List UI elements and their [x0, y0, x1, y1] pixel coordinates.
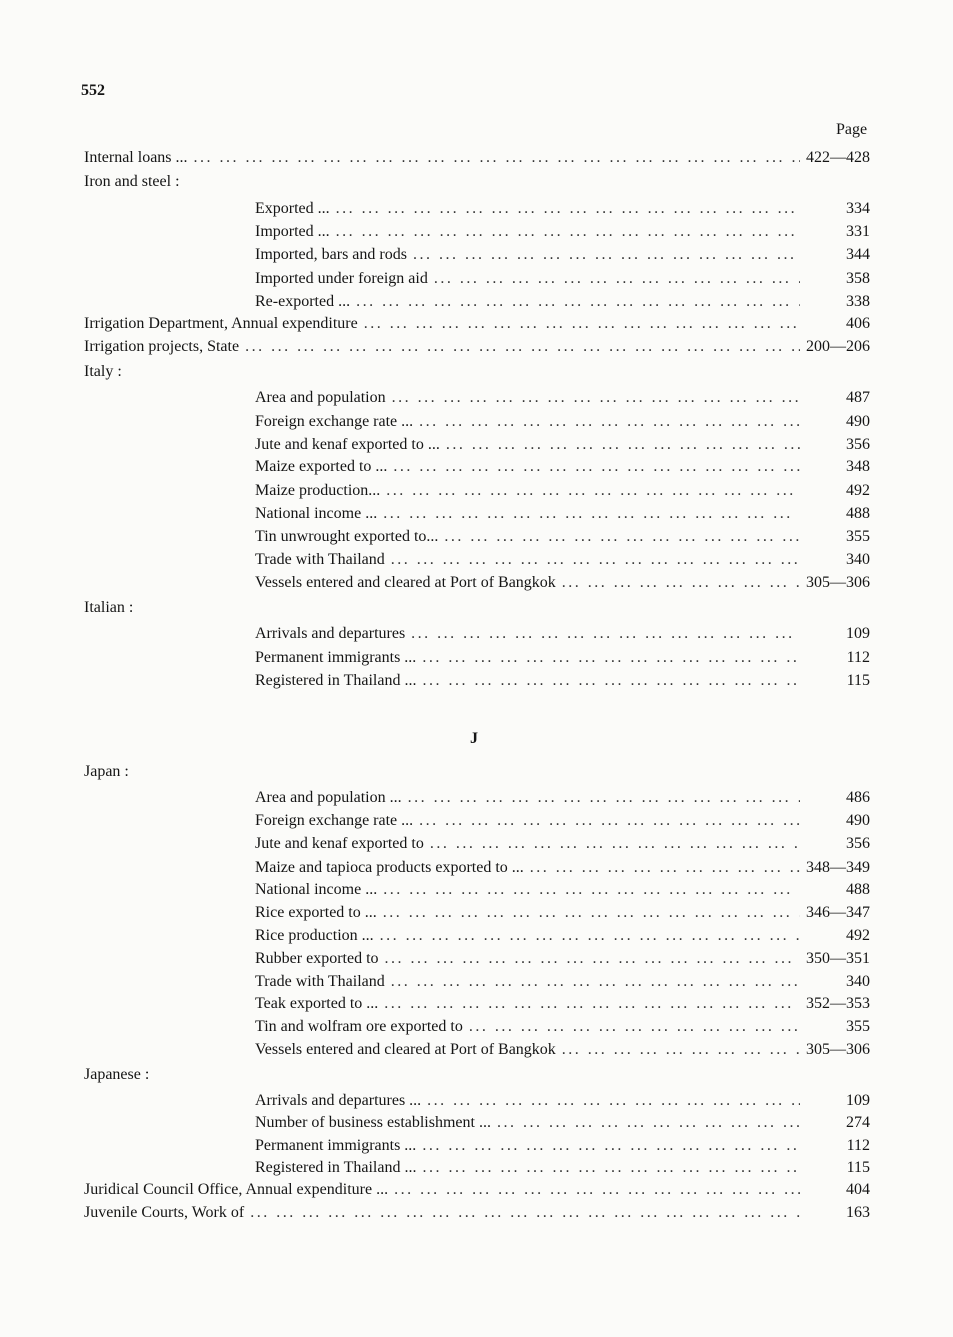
entry-label: Imported ...: [255, 223, 330, 240]
entry-page: 112: [846, 649, 870, 666]
entry-label: Arrivals and departures: [255, 625, 406, 642]
index-subentry: [255, 502, 870, 525]
entry-page: 486: [846, 789, 870, 806]
dot-leader: [411, 622, 800, 645]
entry-label: Exported ...: [255, 200, 330, 217]
entry-label: Vessels entered and cleared at Port of Bangkok: [255, 1041, 556, 1058]
entry-page: 334: [846, 200, 870, 217]
entry-label: Rice production ...: [255, 927, 374, 944]
index-heading: Japanese :: [84, 1066, 150, 1083]
entry-label: Foreign exchange rate ...: [255, 413, 414, 430]
index-subentry: [255, 924, 870, 947]
dot-leader: [391, 970, 800, 993]
index-subentry: [255, 646, 870, 669]
index-subentry: [255, 622, 870, 645]
entry-page: 331: [846, 223, 870, 240]
dot-leader: [408, 786, 800, 809]
entry-page: 348—349: [806, 859, 870, 876]
entry-label: Internal loans ...: [84, 149, 188, 166]
index-subentry: [255, 809, 870, 832]
index-subentry: [255, 669, 870, 692]
index-subentry: [255, 243, 870, 266]
entry-page: 200—206: [806, 338, 870, 355]
index-subentry: [255, 433, 870, 456]
dot-leader: [562, 1038, 800, 1061]
entry-label: Maize and tapioca products exported to ...: [255, 859, 524, 876]
dot-leader: [364, 312, 800, 335]
entry-page: 305—306: [806, 1041, 870, 1058]
entry-page: 112: [846, 1137, 870, 1154]
entry-page: 115: [846, 672, 870, 689]
index-entry: [84, 146, 870, 169]
index-entry: [84, 312, 870, 335]
dot-leader: [469, 1015, 800, 1038]
index-subentry: [255, 786, 870, 809]
index-subentry: [255, 197, 870, 220]
entry-label: Maize production...: [255, 482, 381, 499]
entry-page: 422—428: [806, 149, 870, 166]
entry-page: 406: [846, 315, 870, 332]
entry-page: 115: [846, 1159, 870, 1176]
dot-leader: [386, 479, 800, 502]
index-entry: [84, 335, 870, 358]
dot-leader: [391, 548, 800, 571]
index-subentry: [255, 901, 870, 924]
page-number: 552: [81, 82, 105, 99]
entry-label: Imported under foreign aid: [255, 270, 428, 287]
entry-label: Maize exported to ...: [255, 458, 388, 475]
entry-page: 109: [846, 1092, 870, 1109]
entry-label: Juvenile Courts, Work of: [84, 1204, 245, 1221]
dot-leader: [245, 335, 800, 358]
dot-leader: [422, 1134, 800, 1157]
dot-leader: [384, 992, 800, 1015]
dot-leader: [250, 1201, 800, 1224]
index-subentry: [255, 386, 870, 409]
entry-page: 163: [846, 1204, 870, 1221]
entry-label: Trade with Thailand: [255, 973, 385, 990]
entry-label: Area and population: [255, 389, 386, 406]
index-heading: Italy :: [84, 363, 122, 380]
dot-leader: [393, 455, 800, 478]
dot-leader: [419, 809, 800, 832]
entry-label: Imported, bars and rods: [255, 246, 407, 263]
entry-page: 305—306: [806, 574, 870, 591]
dot-leader: [383, 878, 800, 901]
entry-page: 356: [846, 835, 870, 852]
entry-page: 340: [846, 551, 870, 568]
entry-label: Rubber exported to: [255, 950, 379, 967]
entry-label: Rice exported to ...: [255, 904, 377, 921]
entry-label: Tin and wolfram ore exported to: [255, 1018, 463, 1035]
index-subentry: [255, 548, 870, 571]
entry-page: 404: [846, 1181, 870, 1198]
entry-label: Arrivals and departures ...: [255, 1092, 422, 1109]
dot-leader: [336, 220, 800, 243]
entry-label: Foreign exchange rate ...: [255, 812, 414, 829]
index-subentry: [255, 525, 870, 548]
index-subentry: [255, 479, 870, 502]
entry-page: 348: [846, 458, 870, 475]
entry-page: 340: [846, 973, 870, 990]
entry-page: 488: [846, 505, 870, 522]
entry-label: Juridical Council Office, Annual expenditure ...: [84, 1181, 389, 1198]
index-entry: [84, 1201, 870, 1224]
entry-label: Irrigation projects, State: [84, 338, 240, 355]
entry-page: 492: [846, 482, 870, 499]
dot-leader: [422, 646, 800, 669]
dot-leader: [392, 386, 800, 409]
section-letter: J: [470, 730, 478, 747]
entry-label: Permanent immigrants ...: [255, 649, 417, 666]
index-subentry: [255, 856, 870, 879]
entry-page: 274: [846, 1114, 870, 1131]
index-subentry: [255, 878, 870, 901]
entry-label: Re-exported ...: [255, 293, 351, 310]
entry-page: 490: [846, 413, 870, 430]
page-column-header: Page: [836, 121, 868, 138]
entry-page: 352—353: [806, 995, 870, 1012]
entry-label: Irrigation Department, Annual expenditure: [84, 315, 358, 332]
dot-leader: [336, 197, 800, 220]
dot-leader: [419, 410, 800, 433]
dot-leader: [497, 1111, 800, 1134]
entry-page: 350—351: [806, 950, 870, 967]
dot-leader: [562, 571, 800, 594]
entry-page: 355: [846, 1018, 870, 1035]
index-subentry: [255, 571, 870, 594]
dot-leader: [427, 1089, 800, 1112]
dot-leader: [394, 1178, 800, 1201]
entry-label: Vessels entered and cleared at Port of Bangkok: [255, 574, 556, 591]
index-subentry: [255, 455, 870, 478]
entry-page: 355: [846, 528, 870, 545]
index-subentry: [255, 1111, 870, 1134]
dot-leader: [356, 290, 800, 313]
dot-leader: [194, 146, 800, 169]
entry-label: Number of business establishment ...: [255, 1114, 491, 1131]
index-subentry: [255, 410, 870, 433]
index-subentry: [255, 220, 870, 243]
entry-label: Registered in Thailand ...: [255, 1159, 417, 1176]
entry-label: Area and population ...: [255, 789, 402, 806]
dot-leader: [383, 901, 800, 924]
entry-page: 338: [846, 293, 870, 310]
entry-page: 109: [846, 625, 870, 642]
entry-page: 492: [846, 927, 870, 944]
entry-page: 356: [846, 436, 870, 453]
entry-label: Permanent immigrants ...: [255, 1137, 417, 1154]
index-entry: [84, 1178, 870, 1201]
index-subentry: [255, 947, 870, 970]
entry-label: Jute and kenaf exported to ...: [255, 436, 440, 453]
index-heading: Italian :: [84, 599, 134, 616]
index-subentry: [255, 1134, 870, 1157]
entry-label: Teak exported to ...: [255, 995, 379, 1012]
dot-leader: [413, 243, 800, 266]
index-subentry: [255, 267, 870, 290]
dot-leader: [383, 502, 800, 525]
entry-label: National income ...: [255, 881, 378, 898]
index-subentry: [255, 970, 870, 993]
entry-label: Jute and kenaf exported to: [255, 835, 424, 852]
index-subentry: [255, 1038, 870, 1061]
dot-leader: [385, 947, 800, 970]
entry-page: 488: [846, 881, 870, 898]
entry-page: 344: [846, 246, 870, 263]
dot-leader: [422, 669, 800, 692]
entry-label: National income ...: [255, 505, 378, 522]
index-subentry: [255, 1089, 870, 1112]
dot-leader: [380, 924, 800, 947]
index-heading: Japan :: [84, 763, 129, 780]
index-subentry: [255, 290, 870, 313]
entry-label: Tin unwrought exported to...: [255, 528, 439, 545]
index-subentry: [255, 992, 870, 1015]
dot-leader: [430, 832, 800, 855]
index-subentry: [255, 832, 870, 855]
index-heading: Iron and steel :: [84, 173, 180, 190]
dot-leader: [530, 856, 800, 879]
index-subentry: [255, 1015, 870, 1038]
dot-leader: [444, 525, 800, 548]
entry-page: 358: [846, 270, 870, 287]
dot-leader: [434, 267, 800, 290]
entry-label: Registered in Thailand ...: [255, 672, 417, 689]
index-subentry: [255, 1156, 870, 1179]
dot-leader: [446, 433, 800, 456]
entry-label: Trade with Thailand: [255, 551, 385, 568]
entry-page: 487: [846, 389, 870, 406]
entry-page: 346—347: [806, 904, 870, 921]
dot-leader: [422, 1156, 800, 1179]
entry-page: 490: [846, 812, 870, 829]
